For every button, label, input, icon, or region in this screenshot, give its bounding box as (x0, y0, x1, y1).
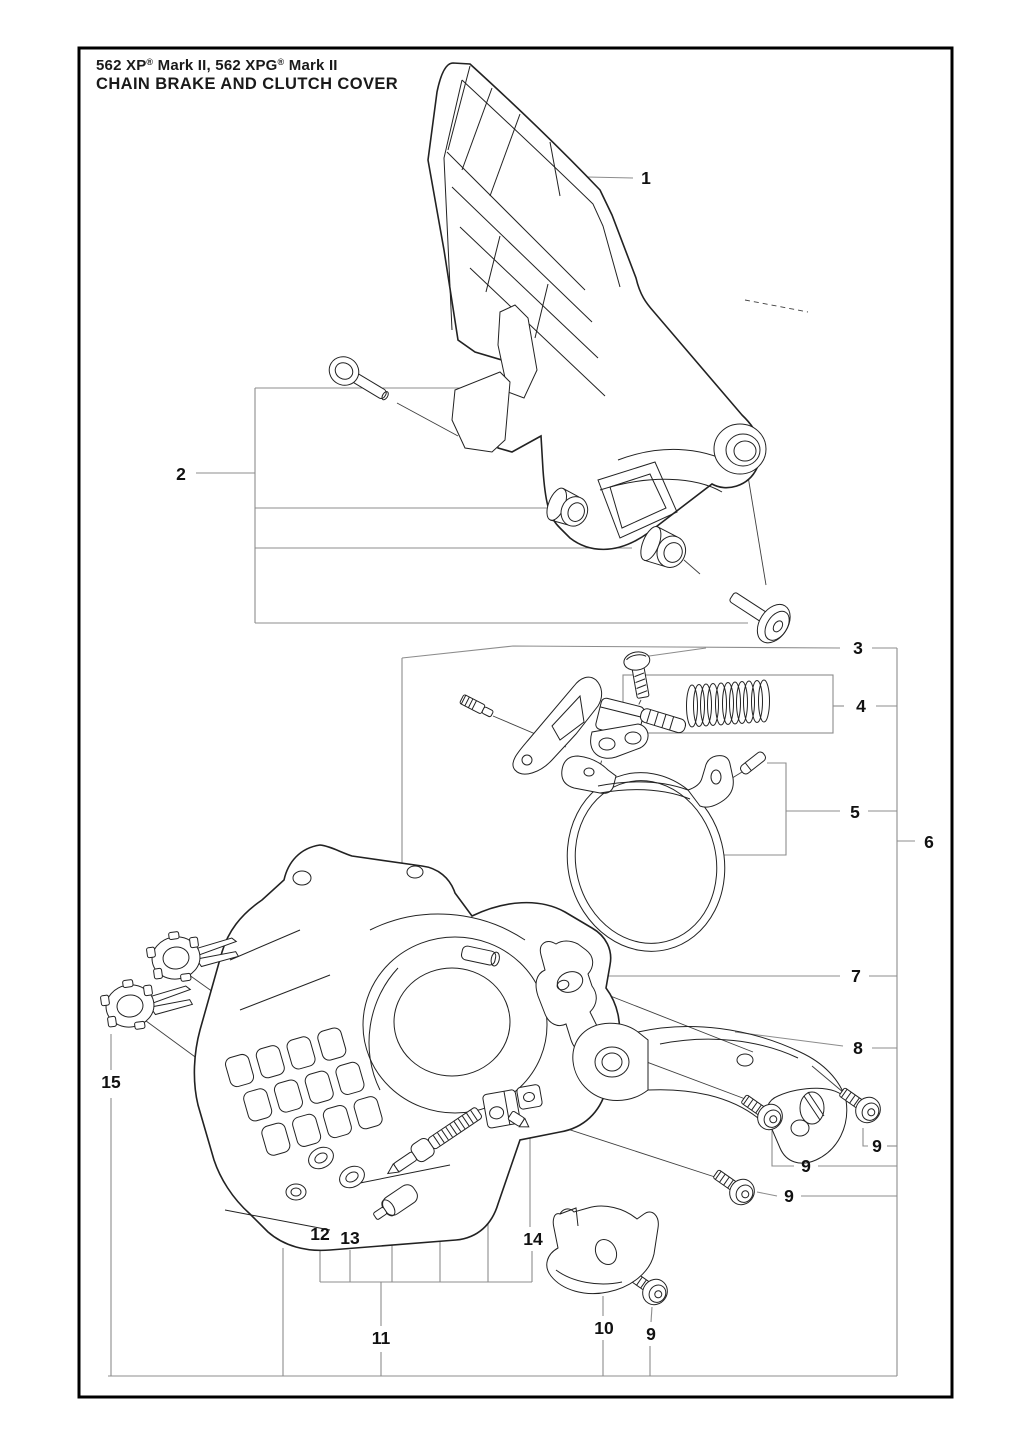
callout-9a: 9 (872, 1136, 882, 1156)
tensioner-nut (516, 1084, 542, 1110)
title-model-1: 562 XP (96, 57, 147, 74)
callout-1: 1 (641, 168, 651, 188)
shoulder-screw (720, 579, 797, 649)
page-title-block (96, 57, 398, 94)
callout-14: 14 (523, 1229, 543, 1249)
band-hook-end (562, 756, 616, 793)
hand-guard-part-1 (428, 63, 766, 549)
registered-mark-icon: ® (146, 57, 154, 67)
title-model-2: Mark II, 562 XPG (153, 57, 278, 74)
page-subtitle: CHAIN BRAKE AND CLUTCH COVER (96, 75, 399, 93)
registered-mark-icon: ® (277, 57, 285, 67)
set-screw (459, 694, 494, 718)
callout-7: 7 (851, 966, 861, 986)
screw-9c (708, 1163, 759, 1210)
clutch-cover-part-8 (573, 1023, 847, 1163)
title-model-3: Mark II (284, 57, 338, 74)
bar-nut-retainer-b (99, 972, 195, 1034)
callout-4: 4 (856, 696, 866, 716)
callout-13: 13 (340, 1228, 360, 1248)
tension-spring-part-4 (687, 680, 770, 727)
callout-9d: 9 (646, 1324, 656, 1344)
page-title (96, 57, 398, 74)
flanged-pin (324, 351, 395, 409)
band-tab-end (688, 756, 733, 807)
band-pin (739, 750, 767, 775)
callout-9c: 9 (784, 1186, 794, 1206)
callout-2: 2 (176, 464, 186, 484)
callout-9b: 9 (801, 1156, 811, 1176)
adjuster-lever-part-3 (459, 650, 687, 774)
callout-8: 8 (853, 1038, 863, 1058)
callout-12: 12 (310, 1224, 330, 1244)
callout-11: 11 (371, 1328, 391, 1348)
callout-15: 15 (101, 1072, 121, 1092)
callout-10: 10 (594, 1318, 614, 1338)
callout-5: 5 (850, 802, 860, 822)
callout-6: 6 (924, 832, 934, 852)
callout-3: 3 (853, 638, 863, 658)
